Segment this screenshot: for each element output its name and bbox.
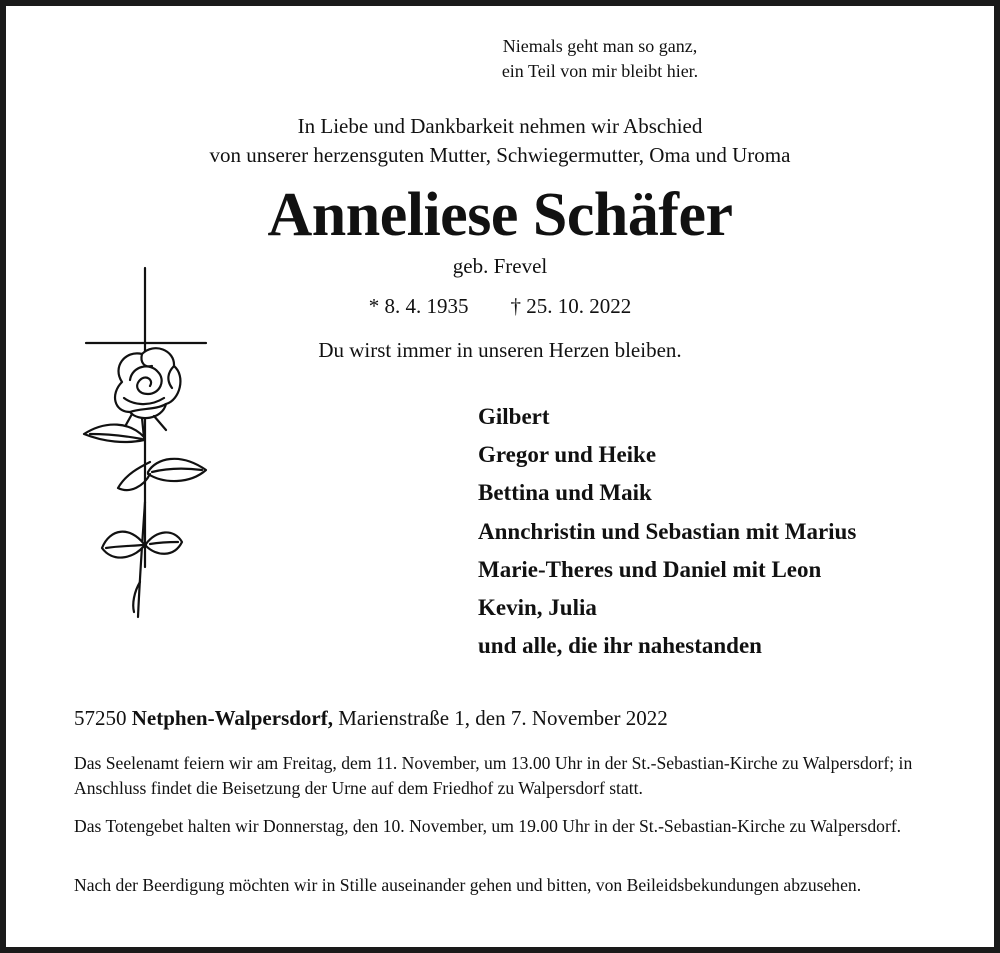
motto (420, 34, 780, 84)
postal-code: 57250 (74, 706, 127, 730)
motto-line-1: Niemals geht man so ganz, (502, 36, 698, 56)
street-and-date: Marienstraße 1, den 7. November 2022 (333, 706, 668, 730)
condolence-notice: Nach der Beerdigung möchten wir in Stille auseinander gehen und bitten, von Beileidsbekundungen abzusehen. (74, 875, 862, 895)
place-and-date (74, 706, 668, 731)
motto-line-2: ein Teil von mir bleibt hier. (501, 61, 699, 81)
funeral-mass-notice: Das Seelenamt feiern wir am Freitag, dem 11. November, um 13.00 Uhr in der St.-Sebastian-Kirche zu Walpersdorf; in Anschluss findet die Beisetzung der Urne auf dem Friedhof zu Walpersdorf statt. (74, 753, 913, 798)
intro-text (60, 112, 940, 170)
mourner-line: Marie-Theres und Daniel mit Leon (478, 556, 822, 582)
intro-line-1: In Liebe und Dankbarkeit nehmen wir Abschied (297, 114, 703, 138)
death-date: † 25. 10. 2022 (510, 294, 632, 318)
mourner-line: Bettina und Maik (478, 480, 652, 506)
mourner-line: Annchristin und Sebastian mit Marius (478, 518, 857, 544)
mourner-line: Gilbert (478, 404, 550, 429)
deceased-name: Anneliese Schäfer (267, 181, 733, 249)
mourner-line: Kevin, Julia (478, 595, 597, 621)
mourner-line: und alle, die ihr nahestanden (478, 633, 762, 659)
birth-date: * 8. 4. 1935 (368, 294, 469, 318)
maiden-name: geb. Frevel (452, 254, 548, 278)
mourner-line: Gregor und Heike (478, 442, 657, 468)
intro-line-2: von unserer herzensguten Mutter, Schwiegermutter, Oma und Uroma (209, 143, 791, 167)
town-name: Netphen-Walpersdorf, (131, 706, 333, 730)
memorial-quote: Du wirst immer in unseren Herzen bleiben. (318, 338, 682, 362)
mourners-list (478, 398, 856, 665)
cross-with-rose-icon (70, 262, 220, 627)
prayer-notice: Das Totengebet halten wir Donnerstag, den 10. November, um 19.00 Uhr in der St.-Sebastian-Kirche zu Walpersdorf. (74, 816, 902, 836)
